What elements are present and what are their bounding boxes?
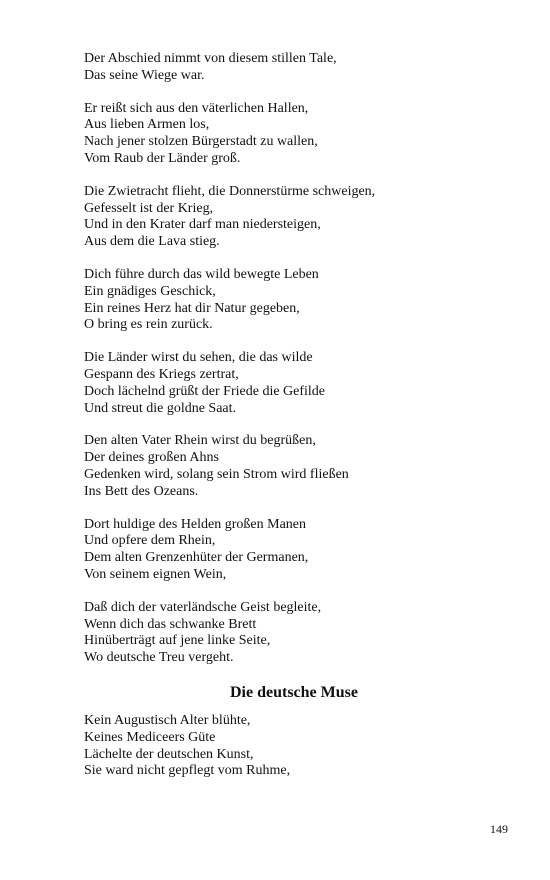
verse-line: Keines Mediceers Güte	[84, 729, 216, 745]
verse-line: Wenn dich das schwanke Brett	[84, 616, 257, 632]
verse-line: Nach jener stolzen Bürgerstadt zu wallen,	[84, 134, 318, 150]
verse-line: Das seine Wiege war.	[84, 67, 205, 83]
verse-line: Von seinem eignen Wein,	[84, 566, 227, 582]
stanza	[84, 184, 504, 251]
verse-line: Dich führe durch das wild bewegte Leben	[84, 266, 319, 282]
verse-line: O bring es rein zurück.	[84, 317, 213, 333]
verse-line: Gespann des Kriegs zertrat,	[84, 366, 239, 382]
poem-part-one	[84, 51, 504, 667]
verse-line: Ein reines Herz hat dir Natur gegeben,	[84, 300, 300, 316]
verse-line: Hinüberträgt auf jene linke Seite,	[84, 633, 271, 649]
stanza	[84, 517, 504, 584]
poem-title: Die deutsche Muse	[230, 683, 358, 701]
verse-line: Sie ward nicht gepflegt vom Ruhme,	[84, 763, 291, 779]
verse-line: Und opfere dem Rhein,	[84, 533, 216, 549]
verse-line: Ein gnädiges Geschick,	[84, 283, 216, 299]
verse-line: Und streut die goldne Saat.	[84, 400, 237, 416]
verse-line: Wo deutsche Treu vergeht.	[84, 650, 234, 666]
verse-line: Ins Bett des Ozeans.	[84, 483, 199, 499]
verse-line: Die Zwietracht flieht, die Donnerstürme schweigen,	[84, 183, 376, 199]
stanza	[84, 101, 504, 168]
stanza	[84, 267, 504, 334]
verse-line: Doch lächelnd grüßt der Friede die Gefilde	[84, 383, 326, 399]
poem-page	[84, 51, 504, 796]
verse-line: Aus lieben Armen los,	[84, 117, 210, 133]
verse-line: Gedenken wird, solang sein Strom wird fließen	[84, 466, 349, 482]
verse-line: Den alten Vater Rhein wirst du begrüßen,	[84, 433, 316, 449]
poem-part-two	[84, 713, 504, 780]
page-number: 149	[490, 822, 508, 836]
verse-line: Daß dich der vaterländsche Geist begleite,	[84, 599, 322, 615]
verse-line: Aus dem die Lava stieg.	[84, 234, 220, 250]
verse-line: Und in den Krater darf man niedersteigen,	[84, 217, 321, 233]
verse-line: Die Länder wirst du sehen, die das wilde	[84, 350, 313, 366]
verse-line: Vom Raub der Länder groß.	[84, 150, 241, 166]
stanza	[84, 350, 504, 417]
verse-line: Der deines großen Ahns	[84, 450, 219, 466]
stanza	[84, 51, 504, 85]
stanza	[84, 600, 504, 667]
stanza	[84, 433, 504, 500]
stanza	[84, 713, 504, 780]
verse-line: Lächelte der deutschen Kunst,	[84, 746, 254, 762]
verse-line: Dem alten Grenzenhüter der Germanen,	[84, 550, 309, 566]
verse-line: Er reißt sich aus den väterlichen Hallen,	[84, 100, 309, 116]
verse-line: Gefesselt ist der Krieg,	[84, 200, 214, 216]
verse-line: Kein Augustisch Alter blühte,	[84, 712, 251, 728]
verse-line: Dort huldige des Helden großen Manen	[84, 516, 306, 532]
verse-line: Der Abschied nimmt von diesem stillen Tale,	[84, 51, 337, 66]
